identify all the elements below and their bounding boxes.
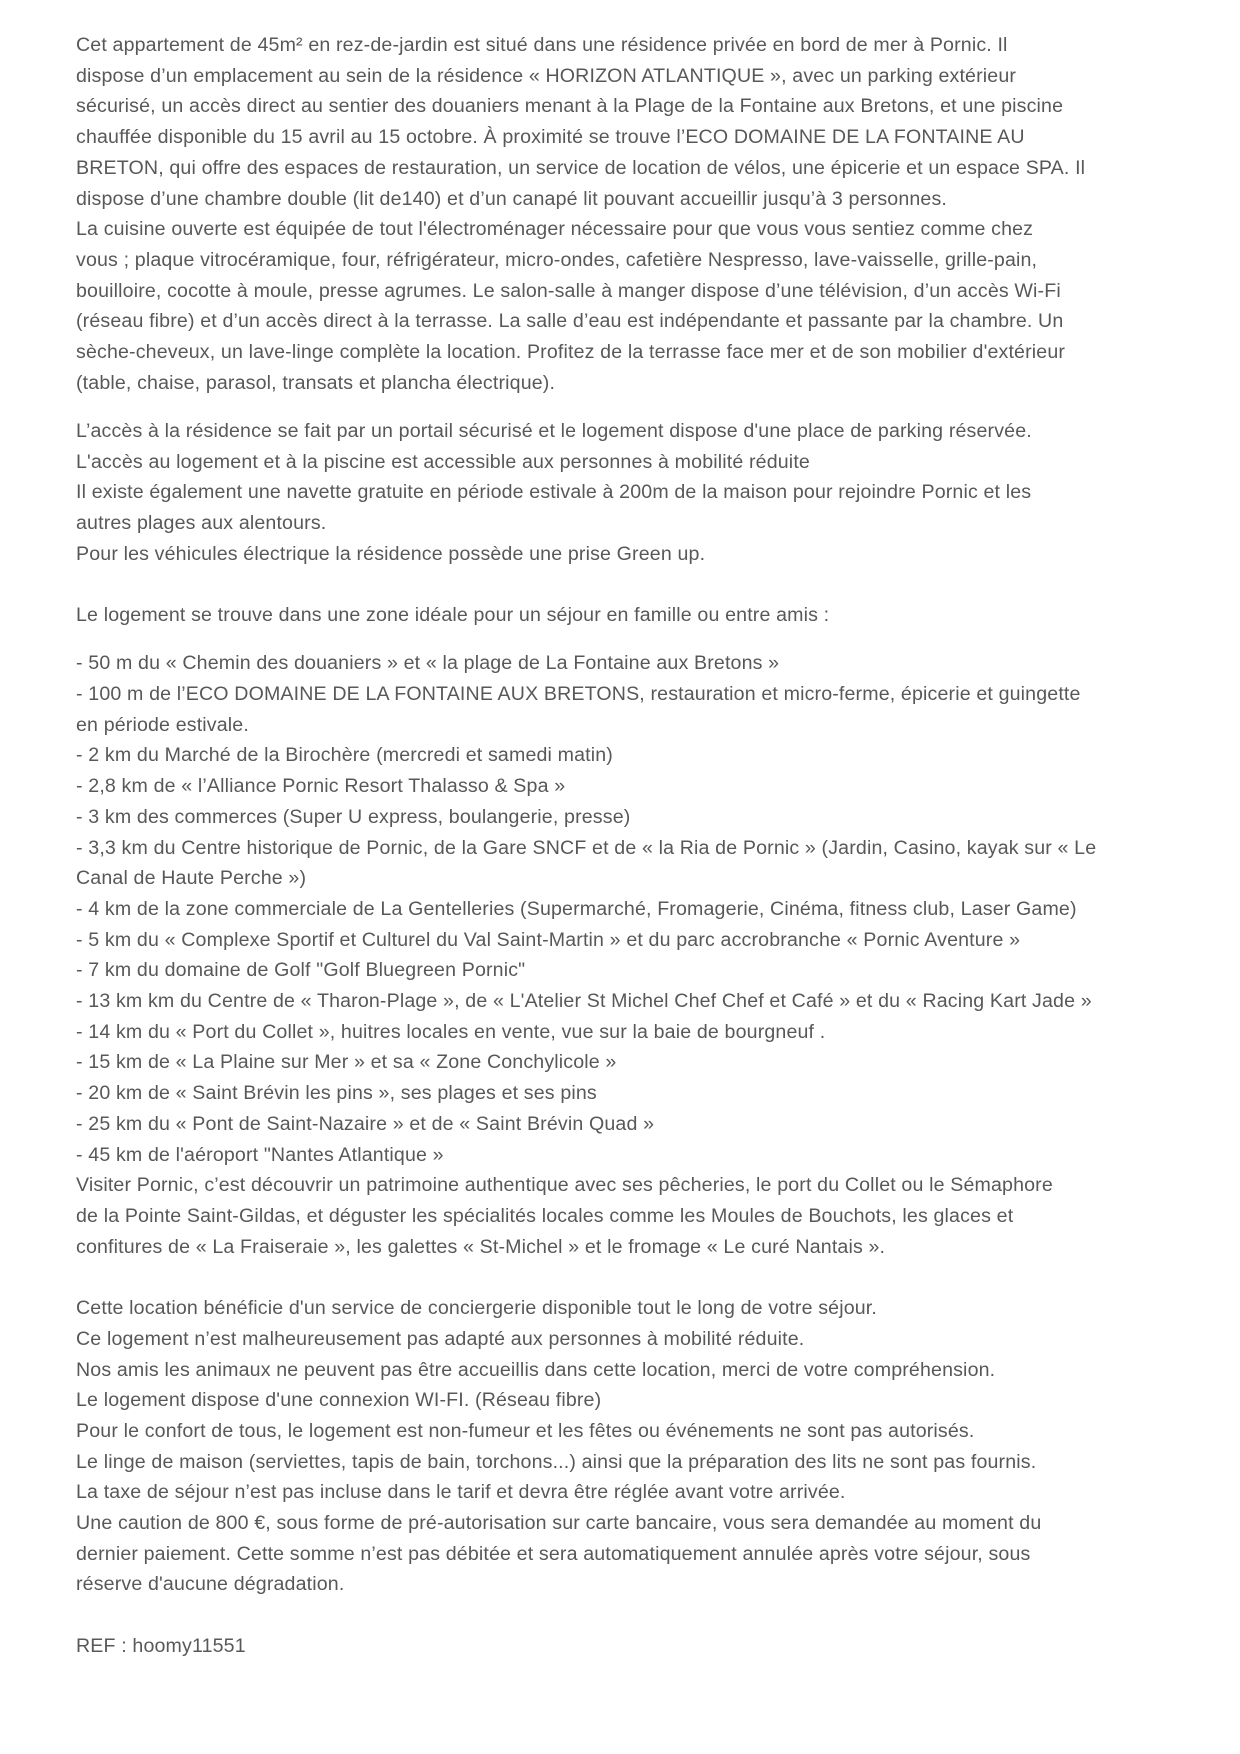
text-line: sécurisé, un accès direct au sentier des douaniers menant à la Plage de la Fontaine aux Bretons, et une piscine: [76, 95, 1064, 118]
distance-item: - 50 m du « Chemin des douaniers » et « la plage de La Fontaine aux Bretons »: [76, 652, 780, 675]
distance-item: - 3 km des commerces (Super U express, boulangerie, presse): [76, 805, 631, 828]
blank-line: [76, 1262, 1196, 1293]
text-line: chauffée disponible du 15 avril au 15 octobre. À proximité se trouve l’ECO DOMAINE DE LA FONTAINE AU: [76, 126, 1025, 149]
condition-line: Le logement dispose d'une connexion WI-FI. (Réseau fibre): [76, 1389, 602, 1412]
distance-item: - 20 km de « Saint Brévin les pins », ses plages et ses pins: [76, 1082, 597, 1105]
distance-item: - 25 km du « Pont de Saint-Nazaire » et de « Saint Brévin Quad »: [76, 1112, 655, 1135]
blank-line: [76, 569, 1196, 600]
text-line: (table, chaise, parasol, transats et plancha électrique).: [76, 371, 556, 394]
visit-line: confitures de « La Fraiseraie », les galettes « St-Michel » et le fromage « Le curé Nantais ».: [76, 1235, 886, 1258]
condition-line: réserve d'aucune dégradation.: [76, 1573, 345, 1596]
distance-item: - 14 km du « Port du Collet », huitres locales en vente, vue sur la baie de bourgneuf .: [76, 1020, 826, 1043]
access-paragraph: [76, 416, 1196, 631]
reference-code: REF : hoomy11551: [76, 1634, 246, 1657]
condition-line: Ce logement n’est malheureusement pas adapté aux personnes à mobilité réduite.: [76, 1327, 805, 1350]
text-line: vous ; plaque vitrocéramique, four, réfrigérateur, micro-ondes, cafetière Nespresso, lave-vaisselle, grille-pain,: [76, 248, 1038, 271]
location-intro: Le logement se trouve dans une zone idéale pour un séjour en famille ou entre amis :: [76, 604, 830, 627]
distances-paragraph: [76, 648, 1196, 1661]
distance-item: - 3,3 km du Centre historique de Pornic, de la Gare SNCF et de « la Ria de Pornic » (Jardin, Casino, kayak sur « Le: [76, 836, 1097, 859]
distance-item: - 4 km de la zone commerciale de La Gentelleries (Supermarché, Fromagerie, Cinéma, fitness club, Laser Game): [76, 897, 1077, 920]
visit-line: Visiter Pornic, c’est découvrir un patrimoine authentique avec ses pêcheries, le port du Collet ou le Sémaphore: [76, 1174, 1053, 1197]
listing-description: [76, 30, 1196, 1679]
text-line: Pour les véhicules électrique la résidence possède une prise Green up.: [76, 542, 706, 565]
distance-item: - 7 km du domaine de Golf "Golf Bluegreen Pornic": [76, 959, 526, 982]
distance-item: - 5 km du « Complexe Sportif et Culturel du Val Saint-Martin » et du parc accrobranche « Pornic Aventure »: [76, 928, 1021, 951]
condition-line: Nos amis les animaux ne peuvent pas être accueillis dans cette location, merci de votre compréhension.: [76, 1358, 996, 1381]
distance-item: - 2,8 km de « l’Alliance Pornic Resort Thalasso & Spa »: [76, 775, 566, 798]
text-line: dispose d’une chambre double (lit de140) et d’un canapé lit pouvant accueillir jusqu’à 3 personnes.: [76, 187, 947, 210]
text-line: L’accès à la résidence se fait par un portail sécurisé et le logement dispose d'une place de parking réservée.: [76, 419, 1032, 442]
condition-line: Le linge de maison (serviettes, tapis de bain, torchons...) ainsi que la préparation des lits ne sont pas fournis.: [76, 1450, 1037, 1473]
condition-line: dernier paiement. Cette somme n’est pas débitée et sera automatiquement annulée après votre séjour, sous: [76, 1542, 1031, 1565]
condition-line: La taxe de séjour n’est pas incluse dans le tarif et devra être réglée avant votre arrivée.: [76, 1481, 846, 1504]
visit-line: de la Pointe Saint-Gildas, et déguster les spécialités locales comme les Moules de Bouchots, les glaces et: [76, 1205, 1014, 1227]
text-line: autres plages aux alentours.: [76, 512, 327, 535]
text-line: sèche-cheveux, un lave-linge complète la location. Profitez de la terrasse face mer et de son mobilier d'extérieur: [76, 341, 1066, 364]
condition-line: Pour le confort de tous, le logement est non-fumeur et les fêtes ou événements ne sont pas autorisés.: [76, 1419, 975, 1442]
distance-item: - 13 km km du Centre de « Tharon-Plage », de « L'Atelier St Michel Chef Chef et Café » et du « Racing Kart Jade »: [76, 990, 1092, 1013]
text-line: La cuisine ouverte est équipée de tout l'électroménager nécessaire pour que vous vous sentiez comme chez: [76, 218, 1034, 241]
condition-line: Cette location bénéficie d'un service de conciergerie disponible tout le long de votre séjour.: [76, 1297, 877, 1320]
distance-item: - 45 km de l'aéroport "Nantes Atlantique »: [76, 1143, 444, 1166]
text-line: bouilloire, cocotte à moule, presse agrumes. Le salon-salle à manger dispose d’une télévision, d’un accès Wi-Fi: [76, 279, 1061, 302]
distance-item: - 2 km du Marché de la Birochère (mercredi et samedi matin): [76, 744, 613, 767]
distance-item: - 100 m de l’ECO DOMAINE DE LA FONTAINE AUX BRETONS, restauration et micro-ferme, épicerie et guingette: [76, 683, 1081, 706]
condition-line: Une caution de 800 €, sous forme de pré-autorisation sur carte bancaire, vous sera demandée au moment du: [76, 1512, 1042, 1535]
text-line: Cet appartement de 45m² en rez-de-jardin est situé dans une résidence privée en bord de mer à Pornic. Il: [76, 34, 1008, 56]
text-line: L'accès au logement et à la piscine est accessible aux personnes à mobilité réduite: [76, 450, 810, 473]
text-line: Il existe également une navette gratuite en période estivale à 200m de la maison pour rejoindre Pornic et les: [76, 481, 1032, 504]
distance-item: en période estivale.: [76, 713, 249, 736]
distance-item: Canal de Haute Perche »): [76, 867, 307, 890]
text-line: (réseau fibre) et d’un accès direct à la terrasse. La salle d’eau est indépendante et passante par la chambre. Un: [76, 310, 1064, 333]
blank-line: [76, 1600, 1196, 1631]
intro-paragraph: [76, 30, 1196, 398]
distance-item: - 15 km de « La Plaine sur Mer » et sa « Zone Conchylicole »: [76, 1051, 617, 1074]
text-line: BRETON, qui offre des espaces de restauration, un service de location de vélos, une épicerie et un espace SPA. Il: [76, 156, 1086, 179]
text-line: dispose d’un emplacement au sein de la résidence « HORIZON ATLANTIQUE », avec un parking extérieur: [76, 64, 1017, 87]
